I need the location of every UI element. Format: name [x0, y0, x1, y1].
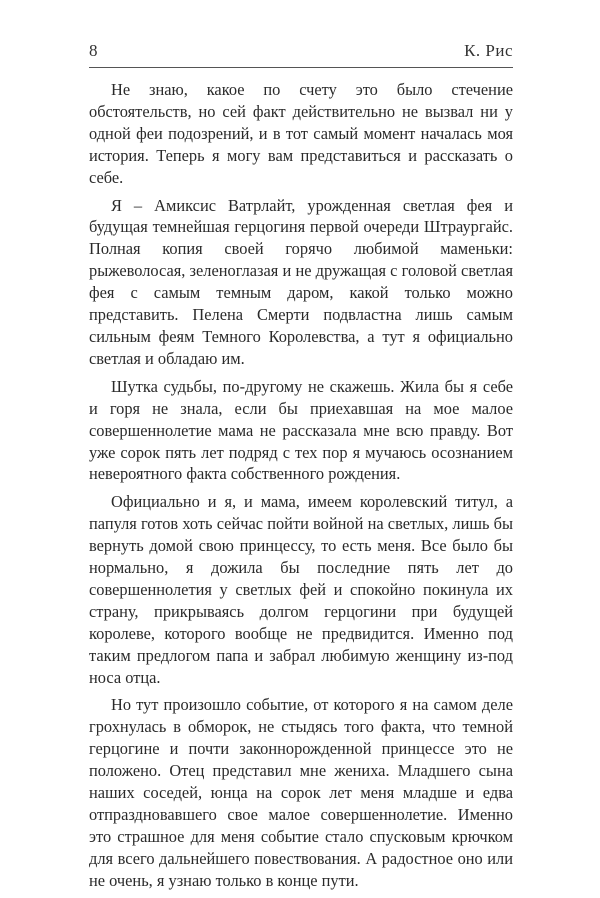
running-head — [89, 40, 513, 62]
paragraph: Но тут произошло событие, от которого я на самом деле грохнулась в обморок, не стыдясь того факта, что темной герцогине и почти законнорожденной принцессе это не положено. Отец представил мне жениха. Младшего сына наших соседей, юнца на сорок лет меня младше и едва отпраздновавшего свое малое совершеннолетие. Именно это страшное для меня событие стало спусковым крючком для всего дальнейшего повествования. А радостное оно или не очень, я узнаю только в конце пути. — [89, 695, 513, 890]
paragraph: Официально и я, и мама, имеем королевский титул, а папуля готов хоть сейчас пойти войной на светлых, лишь бы вернуть домой свою принцессу, то есть меня. Все было бы нормально, я дожила бы последние пять лет до совершеннолетия у светлых фей и спокойно покинула их страну, прикрываясь долгом герцогини при будущей королеве, которого вообще не предвидится. Именно под таким предлогом папа и забрал любимую женщину из-под носа отца. — [89, 492, 513, 687]
paragraph: Шутка судьбы, по-другому не скажешь. Жила бы я себе и горя не знала, если бы приехавшая на мое малое совершеннолетие мама не рассказала мне всю правду. Вот уже сорок пять лет подряд с тех пор я мучаюсь осознанием невероятного факта собственного рождения. — [89, 376, 513, 484]
header-rule — [89, 67, 513, 68]
paragraph: Не знаю, какое по счету это было стечение обстоятельств, но сей факт действительно не вызвал ни у одной феи подозрений, и в тот самый момент началась моя история. Теперь я могу вам представиться и рассказать о себе. — [89, 80, 513, 187]
page-number: 8 — [89, 41, 98, 60]
body-text — [89, 79, 513, 898]
running-head-author: К. Рис — [464, 41, 513, 60]
paragraph: Я – Амиксис Ватрлайт, урожденная светлая фея и будущая темнейшая герцогиня первой очереди Штраургайс. Полная копия своей горячо любимой маменьки: рыжеволосая, зеленоглазая и не дружащая с головой светлая фея с самым темным даром, какой только можно представить. Пелена Смерти подвластна лишь самым сильным феям Темного Королевства, а тут я официально светлая и обладаю им. — [89, 195, 513, 368]
